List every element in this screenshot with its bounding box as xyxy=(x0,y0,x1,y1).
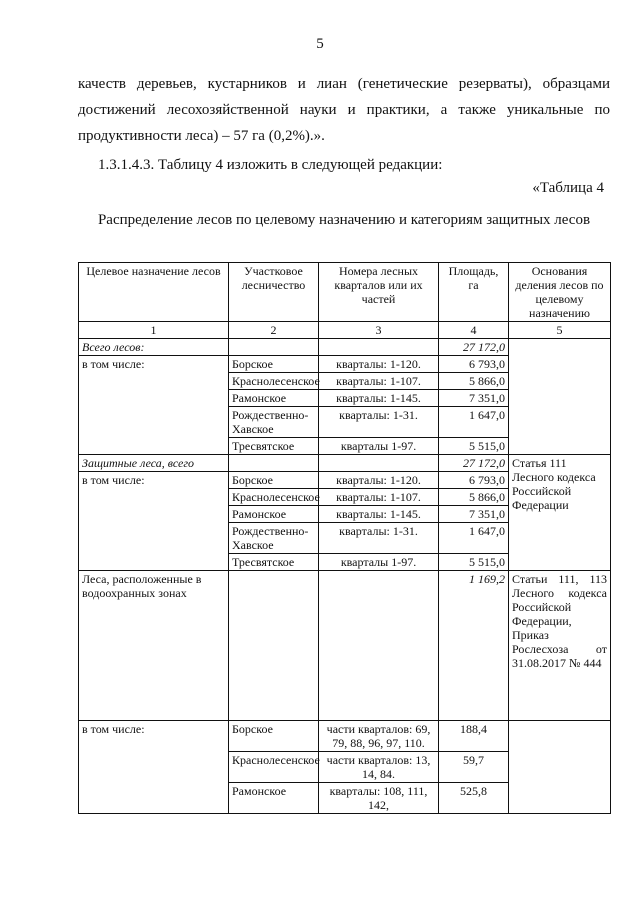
forestry-name: Борское xyxy=(229,356,319,373)
quarters: кварталы: 108, 111, 142, xyxy=(319,783,439,814)
including-label: в том числе: xyxy=(79,356,229,455)
table-header-row xyxy=(79,263,611,322)
forestry-name: Рождественно-Хавское xyxy=(229,407,319,438)
area: 6 793,0 xyxy=(439,472,509,489)
column-number-row xyxy=(79,322,611,339)
forestry-name: Рамонское xyxy=(229,783,319,814)
col-number: 5 xyxy=(509,322,611,339)
basis-text: Статьи 111, 113 Лесного кодекса Российской Федерации, Приказ Рослесхоза от 31.08.2017 № 444 xyxy=(509,571,611,721)
forestry-name: Рамонское xyxy=(229,390,319,407)
area: 5 866,0 xyxy=(439,373,509,390)
quarters: части кварталов: 69, 79, 88, 96, 97, 110. xyxy=(319,721,439,752)
section-area: 1 169,2 xyxy=(439,571,509,721)
page-number: 5 xyxy=(316,36,324,52)
quarters: кварталы: 1-107. xyxy=(319,489,439,506)
area: 1 647,0 xyxy=(439,523,509,554)
area: 59,7 xyxy=(439,752,509,783)
section-label: Защитные леса, всего xyxy=(79,455,229,472)
header-area: Площадь, га xyxy=(439,263,509,322)
table-row xyxy=(79,339,611,356)
paragraph-continuation: качеств деревьев, кустарников и лиан (генетические резерваты), образцами достижений лесохозяйственной науки и практики, а также уникальные по продуктивности леса) – 57 га (0,2%).». xyxy=(78,76,610,144)
quarters: кварталы 1-97. xyxy=(319,554,439,571)
area: 7 351,0 xyxy=(439,390,509,407)
quarters: кварталы: 1-31. xyxy=(319,407,439,438)
forestry-name: Борское xyxy=(229,721,319,752)
quarters: кварталы: 1-31. xyxy=(319,523,439,554)
area: 7 351,0 xyxy=(439,506,509,523)
quarters: кварталы 1-97. xyxy=(319,438,439,455)
header-purpose: Целевое назначение лесов xyxy=(79,263,229,322)
forestry-name: Краснолесенское xyxy=(229,752,319,783)
area: 6 793,0 xyxy=(439,356,509,373)
amendment-paragraph: 1.3.1.4.3. Таблицу 4 изложить в следующей редакции: xyxy=(98,157,443,173)
forestry-name: Борское xyxy=(229,472,319,489)
quarters: кварталы: 1-107. xyxy=(319,373,439,390)
table-row xyxy=(79,571,611,721)
basis-text: Статья 111 Лесного кодекса Российской Федерации xyxy=(509,455,611,571)
area: 5 515,0 xyxy=(439,554,509,571)
quarters: кварталы: 1-145. xyxy=(319,390,439,407)
including-label: в том числе: xyxy=(79,721,229,814)
forestry-name: Рождественно-Хавское xyxy=(229,523,319,554)
col-number: 3 xyxy=(319,322,439,339)
quarters: части кварталов: 13, 14, 84. xyxy=(319,752,439,783)
table-label: «Таблица 4 xyxy=(532,180,604,196)
section-area: 27 172,0 xyxy=(439,339,509,356)
section-area: 27 172,0 xyxy=(439,455,509,472)
table-row xyxy=(79,721,611,752)
area: 1 647,0 xyxy=(439,407,509,438)
col-number: 1 xyxy=(79,322,229,339)
area: 525,8 xyxy=(439,783,509,814)
area: 5 515,0 xyxy=(439,438,509,455)
col-number: 4 xyxy=(439,322,509,339)
area: 5 866,0 xyxy=(439,489,509,506)
section-label: Всего лесов: xyxy=(79,339,229,356)
forestry-name: Тресвятское xyxy=(229,438,319,455)
table-row xyxy=(79,455,611,472)
forestry-name: Тресвятское xyxy=(229,554,319,571)
table-caption: Распределение лесов по целевому назначению и категориям защитных лесов xyxy=(97,212,591,228)
area: 188,4 xyxy=(439,721,509,752)
header-basis: Основания деления лесов по целевому назначению xyxy=(509,263,611,322)
forestry-name: Краснолесенское xyxy=(229,489,319,506)
header-quarters: Номера лесных кварталов или их частей xyxy=(319,263,439,322)
section-label: Леса, расположенные в водоохранных зонах xyxy=(79,571,229,721)
including-label: в том числе: xyxy=(79,472,229,571)
col-number: 2 xyxy=(229,322,319,339)
forest-distribution-table xyxy=(78,262,611,814)
quarters: кварталы: 1-145. xyxy=(319,506,439,523)
forestry-name: Краснолесенское xyxy=(229,373,319,390)
quarters: кварталы: 1-120. xyxy=(319,472,439,489)
quarters: кварталы: 1-120. xyxy=(319,356,439,373)
header-forestry: Участковое лесничество xyxy=(229,263,319,322)
forestry-name: Рамонское xyxy=(229,506,319,523)
